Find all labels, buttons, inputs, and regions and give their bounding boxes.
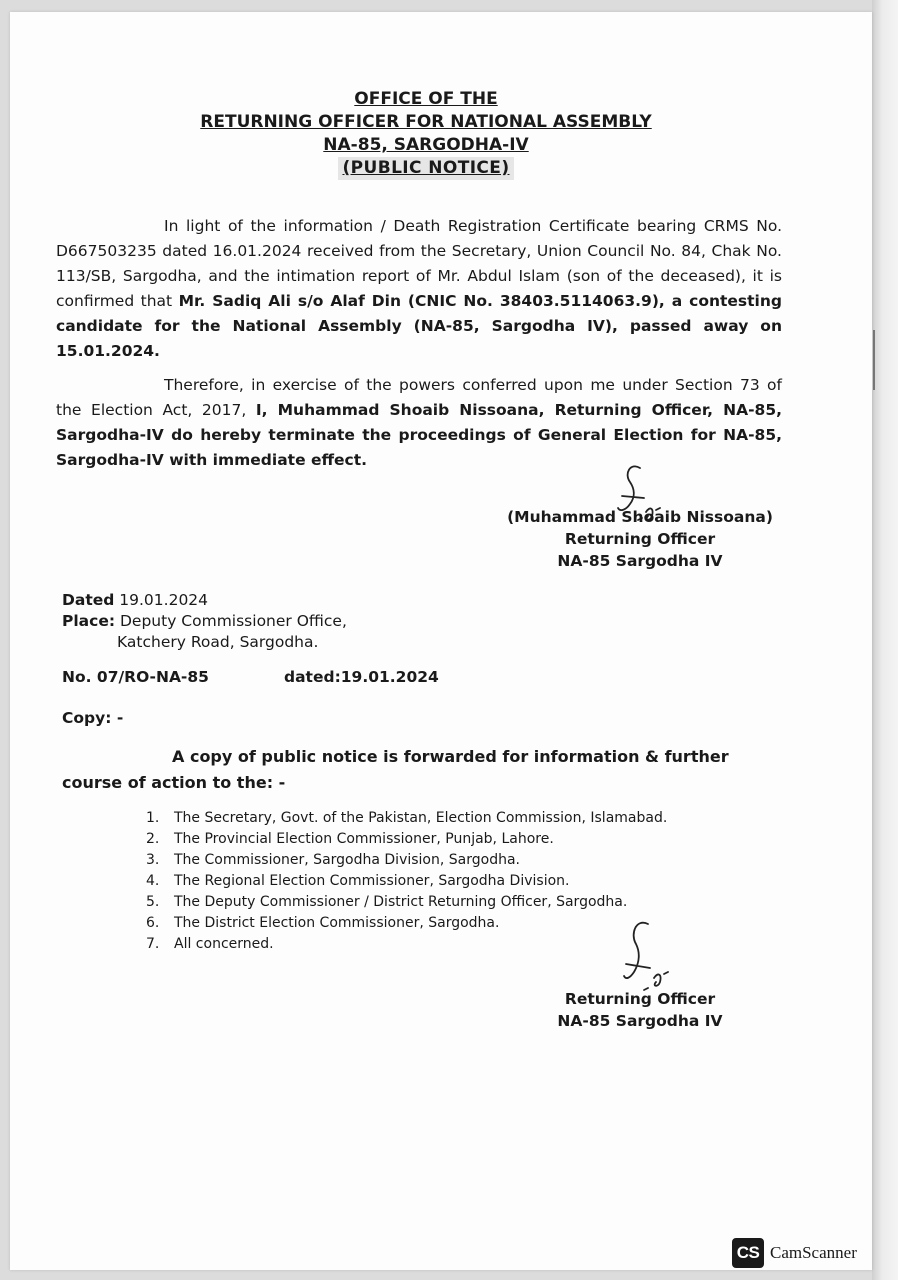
signatory-office-2: NA-85 Sargodha IV: [557, 1012, 723, 1030]
notice-header: [10, 88, 842, 180]
reference-number: No. 07/RO-NA-85: [62, 668, 209, 686]
reference-date: dated:19.01.2024: [284, 668, 439, 686]
scan-edge: [872, 0, 898, 1280]
paragraph-death-confirmation: [56, 214, 782, 364]
place-line-1: Deputy Commissioner Office,: [119, 612, 347, 630]
list-item: 6. The District Election Commissioner, Sargodha.: [146, 915, 500, 931]
header-line-public-notice: (PUBLIC NOTICE): [338, 157, 513, 180]
dated-label: Dated: [62, 591, 115, 609]
list-item: 2. The Provincial Election Commissioner, Punjab, Lahore.: [146, 831, 554, 847]
paragraph-termination-order: [56, 373, 782, 473]
signature-block-2: [530, 988, 750, 1032]
paragraph2-bold-text: I, Muhammad Shoaib Nissoana, Returning Officer, NA-85, Sargodha-IV do hereby terminate the proceedings of General Election for NA-85, Sargodha-IV with immediate effect.: [56, 401, 782, 469]
list-item: 4. The Regional Election Commissioner, Sargodha Division.: [146, 873, 570, 889]
signatory-name: (Muhammad Shoaib Nissoana): [507, 508, 773, 526]
list-item: 7. All concerned.: [146, 936, 274, 952]
reference-line: [62, 668, 439, 686]
paragraph1-bold-text: Mr. Sadiq Ali s/o Alaf Din (CNIC No. 38403.5114063.9), a contesting candidate for the National Assembly (NA-85, Sargodha IV), passed away on 15.01.2024.: [56, 292, 783, 360]
scan-edge-mark: [873, 330, 875, 390]
signature-block-1: [490, 506, 790, 572]
copy-label: Copy: -: [62, 709, 124, 727]
place-line-2: Katchery Road, Sargodha.: [117, 633, 319, 651]
distribution-list: [146, 808, 667, 955]
list-item: 1. The Secretary, Govt. of the Pakistan, Election Commission, Islamabad.: [146, 810, 668, 826]
list-item: 3. The Commissioner, Sargodha Division, Sargodha.: [146, 852, 520, 868]
signature-mark-2: [610, 918, 680, 998]
camscanner-text: CamScanner: [770, 1243, 857, 1262]
copy-intro: A copy of public notice is forwarded for information & further course of action to the: -: [62, 747, 729, 792]
date-place-block: [62, 590, 347, 653]
signatory-title: Returning Officer: [564, 530, 716, 548]
header-line-constituency: NA-85, SARGODHA-IV: [323, 135, 529, 155]
signatory-office: NA-85 Sargodha IV: [557, 552, 723, 570]
header-line-office: OFFICE OF THE: [354, 89, 498, 109]
camscanner-watermark: [732, 1238, 857, 1268]
dated-value: 19.01.2024: [119, 591, 209, 609]
place-label: Place:: [62, 612, 116, 630]
list-item: 5. The Deputy Commissioner / District Returning Officer, Sargodha.: [146, 894, 628, 910]
header-line-returning-officer: RETURNING OFFICER FOR NATIONAL ASSEMBLY: [200, 112, 652, 132]
document-page: [10, 12, 872, 1270]
paragraph2-text: Therefore, in exercise of the powers conferred upon me under Section 73 of the Election Act, 2017,: [56, 376, 782, 419]
camscanner-logo-icon: CS: [732, 1238, 764, 1268]
paragraph1-text: In light of the information / Death Registration Certificate bearing CRMS No. D667503235 dated 16.01.2024 received from the Secretary, Union Council No. 84, Chak No. 113/SB, Sargodha, and the intimation report of Mr. Abdul Islam (son of the deceased), it is confirmed that: [56, 217, 782, 310]
signatory-title-2: Returning Officer: [564, 990, 716, 1008]
